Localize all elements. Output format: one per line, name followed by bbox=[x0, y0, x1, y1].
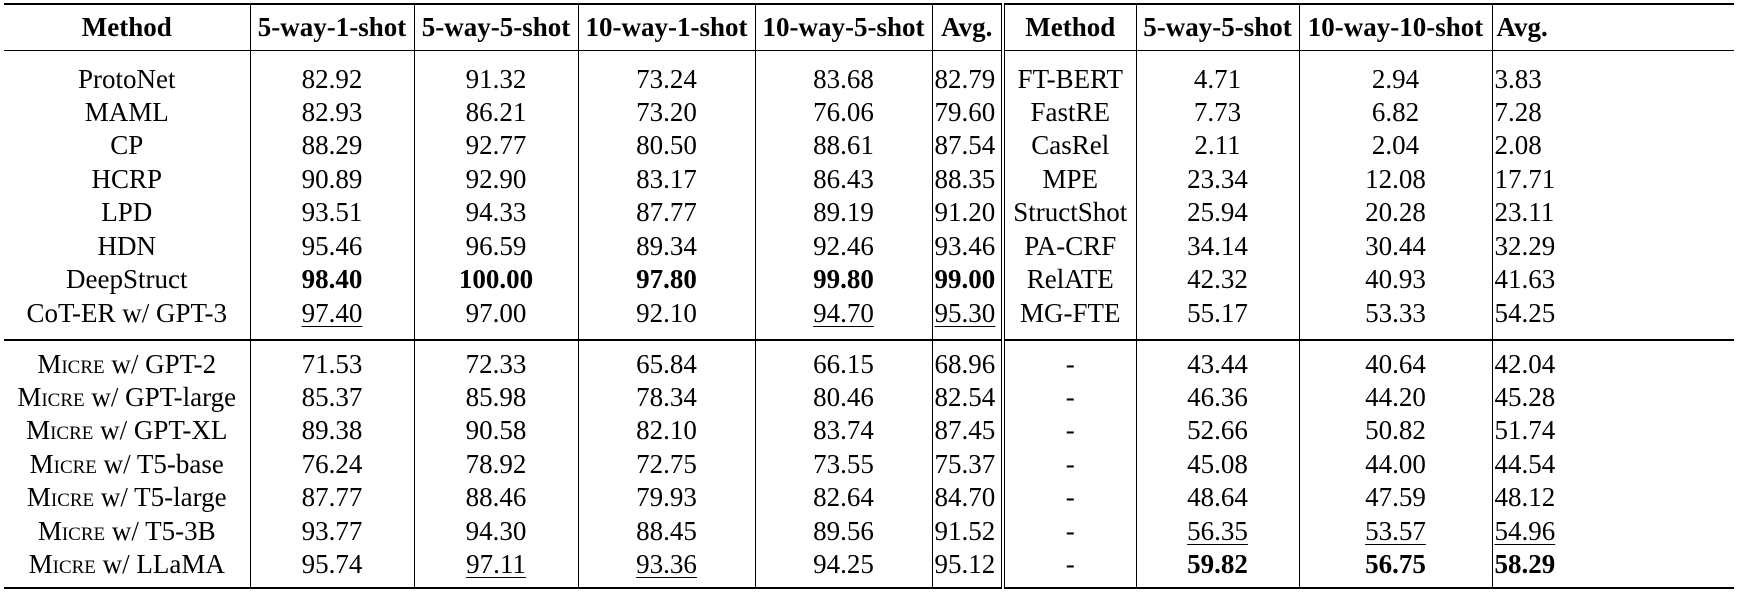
avg-cell: 93.46 bbox=[932, 230, 1003, 264]
value-cell: 76.24 bbox=[250, 448, 414, 482]
avg-cell: 68.96 bbox=[932, 340, 1003, 381]
method-cell-right: - bbox=[1065, 482, 1075, 513]
value-cell-best: 59.82 bbox=[1136, 548, 1299, 588]
value-cell: 76.06 bbox=[755, 96, 932, 130]
table-row bbox=[4, 96, 1734, 130]
method-cell-right: FastRE bbox=[1030, 96, 1110, 127]
col-header-5way5shot-right: 5-way-5-shot bbox=[1136, 4, 1299, 50]
value-cell: 12.08 bbox=[1299, 163, 1492, 197]
value-cell: 79.93 bbox=[578, 481, 755, 515]
value-cell-second: 93.36 bbox=[578, 548, 755, 588]
table-row bbox=[4, 414, 1734, 448]
value-cell: 83.17 bbox=[578, 163, 755, 197]
table-row bbox=[4, 515, 1734, 549]
method-cell: Micre w/ T5-base bbox=[29, 448, 224, 479]
avg-cell-right: 32.29 bbox=[1492, 230, 1734, 264]
value-cell-best: 97.80 bbox=[578, 263, 755, 297]
table-row bbox=[4, 230, 1734, 264]
value-cell: 90.58 bbox=[414, 414, 578, 448]
method-cell: Micre w/ T5-large bbox=[26, 482, 227, 513]
value-cell: 40.64 bbox=[1299, 340, 1492, 381]
value-cell: 85.98 bbox=[414, 381, 578, 415]
method-cell: LPD bbox=[101, 197, 153, 228]
value-cell-second: 56.35 bbox=[1136, 515, 1299, 549]
avg-cell: 79.60 bbox=[932, 96, 1003, 130]
method-cell-right: - bbox=[1065, 448, 1075, 479]
method-cell-right: MG-FTE bbox=[1020, 297, 1121, 328]
value-cell: 20.28 bbox=[1299, 196, 1492, 230]
method-cell: HDN bbox=[97, 230, 156, 261]
value-cell: 94.25 bbox=[755, 548, 932, 588]
table-row bbox=[4, 297, 1734, 340]
value-cell-best: 56.75 bbox=[1299, 548, 1492, 588]
value-cell: 92.46 bbox=[755, 230, 932, 264]
value-cell: 72.33 bbox=[414, 340, 578, 381]
method-cell-right: - bbox=[1065, 515, 1075, 546]
value-cell: 88.61 bbox=[755, 129, 932, 163]
col-header-5way1shot: 5-way-1-shot bbox=[250, 4, 414, 50]
table-row bbox=[4, 448, 1734, 482]
method-cell: MAML bbox=[84, 96, 169, 127]
value-cell: 53.33 bbox=[1299, 297, 1492, 340]
avg-cell-second: 95.30 bbox=[932, 297, 1003, 340]
value-cell: 50.82 bbox=[1299, 414, 1492, 448]
method-cell: Micre w/ LLaMA bbox=[4, 548, 250, 588]
value-cell: 88.46 bbox=[414, 481, 578, 515]
value-cell: 72.75 bbox=[578, 448, 755, 482]
avg-cell-right: 42.04 bbox=[1492, 340, 1734, 381]
method-cell-right: - bbox=[1065, 415, 1075, 446]
method-cell: Micre w/ GPT-2 bbox=[4, 340, 250, 381]
value-cell: 78.92 bbox=[414, 448, 578, 482]
table-row bbox=[4, 163, 1734, 197]
value-cell: 88.45 bbox=[578, 515, 755, 549]
avg-cell-right: 54.25 bbox=[1492, 297, 1734, 340]
avg-cell: 82.54 bbox=[932, 381, 1003, 415]
value-cell: 44.00 bbox=[1299, 448, 1492, 482]
value-cell: 94.30 bbox=[414, 515, 578, 549]
value-cell: 7.73 bbox=[1136, 96, 1299, 130]
value-cell: 43.44 bbox=[1136, 340, 1299, 381]
value-cell: 89.38 bbox=[250, 414, 414, 448]
method-cell: CoT-ER w/ GPT-3 bbox=[26, 297, 228, 328]
value-cell: 94.33 bbox=[414, 196, 578, 230]
value-cell: 2.11 bbox=[1136, 129, 1299, 163]
value-cell: 46.36 bbox=[1136, 381, 1299, 415]
value-cell: 73.20 bbox=[578, 96, 755, 130]
value-cell: 45.08 bbox=[1136, 448, 1299, 482]
value-cell-best: 98.40 bbox=[250, 263, 414, 297]
value-cell: 4.71 bbox=[1136, 50, 1299, 96]
method-cell: ProtoNet bbox=[78, 63, 176, 94]
avg-cell-right: 45.28 bbox=[1492, 381, 1734, 415]
method-cell: Micre w/ GPT-XL bbox=[26, 415, 228, 446]
value-cell: 90.89 bbox=[250, 163, 414, 197]
value-cell: 89.34 bbox=[578, 230, 755, 264]
table-row bbox=[4, 129, 1734, 163]
value-cell: 73.55 bbox=[755, 448, 932, 482]
avg-cell-right-second: 54.96 bbox=[1492, 515, 1734, 549]
method-cell: Micre w/ GPT-large bbox=[17, 381, 237, 412]
value-cell-second: 97.11 bbox=[414, 548, 578, 588]
value-cell: 80.46 bbox=[755, 381, 932, 415]
value-cell: 93.51 bbox=[250, 196, 414, 230]
value-cell: 47.59 bbox=[1299, 481, 1492, 515]
col-header-10way1shot: 10-way-1-shot bbox=[578, 4, 755, 50]
avg-cell: 84.70 bbox=[932, 481, 1003, 515]
table-row bbox=[4, 381, 1734, 415]
method-cell-right: - bbox=[1003, 340, 1136, 381]
value-cell: 95.46 bbox=[250, 230, 414, 264]
value-cell: 95.74 bbox=[250, 548, 414, 588]
value-cell: 55.17 bbox=[1136, 297, 1299, 340]
value-cell: 88.29 bbox=[250, 129, 414, 163]
avg-cell-right: 2.08 bbox=[1492, 129, 1734, 163]
avg-cell: 91.20 bbox=[932, 196, 1003, 230]
avg-cell-best: 99.00 bbox=[932, 263, 1003, 297]
value-cell: 82.10 bbox=[578, 414, 755, 448]
value-cell: 73.24 bbox=[578, 50, 755, 96]
value-cell: 30.44 bbox=[1299, 230, 1492, 264]
avg-cell: 87.45 bbox=[932, 414, 1003, 448]
value-cell: 96.59 bbox=[414, 230, 578, 264]
col-header-5way5shot: 5-way-5-shot bbox=[414, 4, 578, 50]
value-cell: 92.77 bbox=[414, 129, 578, 163]
method-cell: Micre w/ T5-3B bbox=[37, 515, 216, 546]
method-cell-right: FT-BERT bbox=[1017, 63, 1123, 94]
col-header-method: Method bbox=[4, 4, 250, 50]
col-header-avg: Avg. bbox=[932, 4, 1003, 50]
method-cell: CP bbox=[110, 130, 144, 161]
table-row bbox=[4, 50, 1734, 96]
method-cell-right: - bbox=[1065, 381, 1075, 412]
avg-cell: 95.12 bbox=[932, 548, 1003, 588]
avg-cell: 88.35 bbox=[932, 163, 1003, 197]
table-row bbox=[4, 263, 1734, 297]
value-cell: 71.53 bbox=[250, 340, 414, 381]
value-cell-best: 100.00 bbox=[414, 263, 578, 297]
value-cell-second: 94.70 bbox=[755, 297, 932, 340]
table-row bbox=[4, 548, 1734, 588]
avg-cell-right: 23.11 bbox=[1492, 196, 1734, 230]
value-cell-best: 99.80 bbox=[755, 263, 932, 297]
avg-cell-right: 44.54 bbox=[1492, 448, 1734, 482]
value-cell: 82.64 bbox=[755, 481, 932, 515]
table-row bbox=[4, 196, 1734, 230]
value-cell: 44.20 bbox=[1299, 381, 1492, 415]
value-cell: 89.19 bbox=[755, 196, 932, 230]
value-cell: 97.00 bbox=[414, 297, 578, 340]
value-cell-second: 97.40 bbox=[250, 297, 414, 340]
avg-cell: 75.37 bbox=[932, 448, 1003, 482]
method-cell-right: CasRel bbox=[1031, 130, 1110, 161]
value-cell: 87.77 bbox=[578, 196, 755, 230]
col-header-10way10shot-right: 10-way-10-shot bbox=[1299, 4, 1492, 50]
value-cell: 80.50 bbox=[578, 129, 755, 163]
value-cell: 83.68 bbox=[755, 50, 932, 96]
value-cell: 65.84 bbox=[578, 340, 755, 381]
avg-cell-right: 17.71 bbox=[1492, 163, 1734, 197]
method-cell-right: PA-CRF bbox=[1024, 230, 1117, 261]
value-cell: 2.04 bbox=[1299, 129, 1492, 163]
method-cell-right: StructShot bbox=[1013, 197, 1128, 228]
value-cell: 78.34 bbox=[578, 381, 755, 415]
col-header-method-right: Method bbox=[1003, 4, 1136, 50]
value-cell: 66.15 bbox=[755, 340, 932, 381]
avg-cell: 82.79 bbox=[932, 50, 1003, 96]
avg-cell-right: 48.12 bbox=[1492, 481, 1734, 515]
value-cell: 42.32 bbox=[1136, 263, 1299, 297]
method-cell: HCRP bbox=[91, 163, 163, 194]
table-row bbox=[4, 481, 1734, 515]
table-row bbox=[4, 340, 1734, 381]
value-cell: 83.74 bbox=[755, 414, 932, 448]
value-cell: 34.14 bbox=[1136, 230, 1299, 264]
method-cell-right: RelATE bbox=[1026, 264, 1114, 295]
value-cell: 87.77 bbox=[250, 481, 414, 515]
value-cell-second: 53.57 bbox=[1299, 515, 1492, 549]
value-cell: 25.94 bbox=[1136, 196, 1299, 230]
value-cell: 2.94 bbox=[1299, 50, 1492, 96]
value-cell: 92.10 bbox=[578, 297, 755, 340]
value-cell: 93.77 bbox=[250, 515, 414, 549]
value-cell: 91.32 bbox=[414, 50, 578, 96]
value-cell: 85.37 bbox=[250, 381, 414, 415]
method-cell-right: MPE bbox=[1042, 163, 1099, 194]
method-cell: DeepStruct bbox=[66, 264, 188, 295]
value-cell: 86.43 bbox=[755, 163, 932, 197]
value-cell: 40.93 bbox=[1299, 263, 1492, 297]
avg-cell-right: 51.74 bbox=[1492, 414, 1734, 448]
value-cell: 82.93 bbox=[250, 96, 414, 130]
value-cell: 86.21 bbox=[414, 96, 578, 130]
avg-cell-right: 41.63 bbox=[1492, 263, 1734, 297]
method-cell-right: - bbox=[1003, 548, 1136, 588]
value-cell: 48.64 bbox=[1136, 481, 1299, 515]
value-cell: 6.82 bbox=[1299, 96, 1492, 130]
value-cell: 89.56 bbox=[755, 515, 932, 549]
results-table bbox=[4, 3, 1734, 589]
avg-cell-right: 3.83 bbox=[1492, 50, 1734, 96]
value-cell: 52.66 bbox=[1136, 414, 1299, 448]
value-cell: 92.90 bbox=[414, 163, 578, 197]
col-header-avg-right: Avg. bbox=[1492, 4, 1734, 50]
value-cell: 82.92 bbox=[250, 50, 414, 96]
avg-cell-right: 7.28 bbox=[1492, 96, 1734, 130]
col-header-10way5shot: 10-way-5-shot bbox=[755, 4, 932, 50]
avg-cell: 87.54 bbox=[932, 129, 1003, 163]
avg-cell-right-best: 58.29 bbox=[1492, 548, 1734, 588]
avg-cell: 91.52 bbox=[932, 515, 1003, 549]
value-cell: 23.34 bbox=[1136, 163, 1299, 197]
header-row bbox=[4, 4, 1734, 50]
